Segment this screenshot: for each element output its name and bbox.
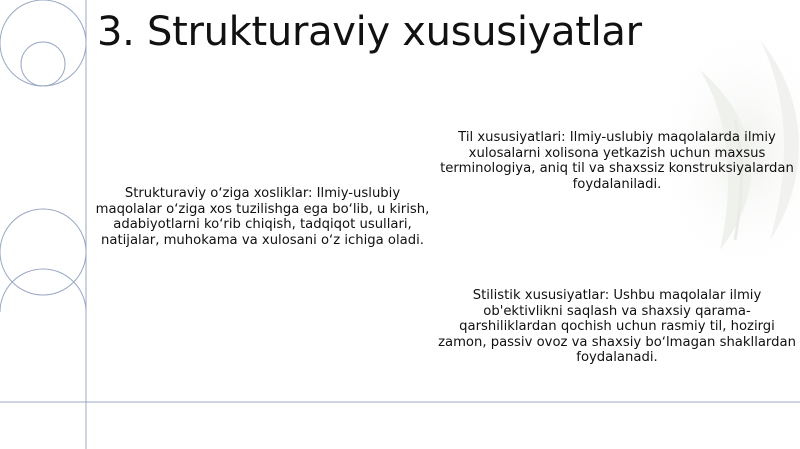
structural-features-text: Strukturaviy oʻziga xosliklar: Ilmiy-uslubiy maqolalar oʻziga xos tuzilishga ega boʻlib, u kirish, adabiyotlarni koʻrib chiqish, tadqiqot usullari, natijalar, muhokama va xulosani oʻz ichiga oladi. bbox=[95, 186, 430, 248]
slide-title: 3. Strukturaviy xususiyatlar bbox=[97, 9, 642, 55]
stylistic-features-text: Stilistik xususiyatlar: Ushbu maqolalar ilmiy ob'ektivlikni saqlash va shaxsiy qarama-qarshiliklardan qochish uchun rasmiy til, hozirgi zamon, passiv ovoz va shaxsiy boʻlmagan shakllardan foydalanadi. bbox=[438, 288, 796, 366]
circle-small-top bbox=[21, 42, 65, 86]
arc-lower bbox=[0, 269, 86, 312]
circle-middle bbox=[0, 209, 86, 295]
circle-large-top bbox=[0, 0, 86, 86]
decorative-circles bbox=[0, 0, 86, 312]
language-features-text: Til xususiyatlari: Ilmiy-uslubiy maqolalarda ilmiy xulosalarni xolisona yetkazish uchun maxsus terminologiya, aniq til va shaxssiz konstruksiyalardan foydalaniladi. bbox=[440, 130, 794, 192]
